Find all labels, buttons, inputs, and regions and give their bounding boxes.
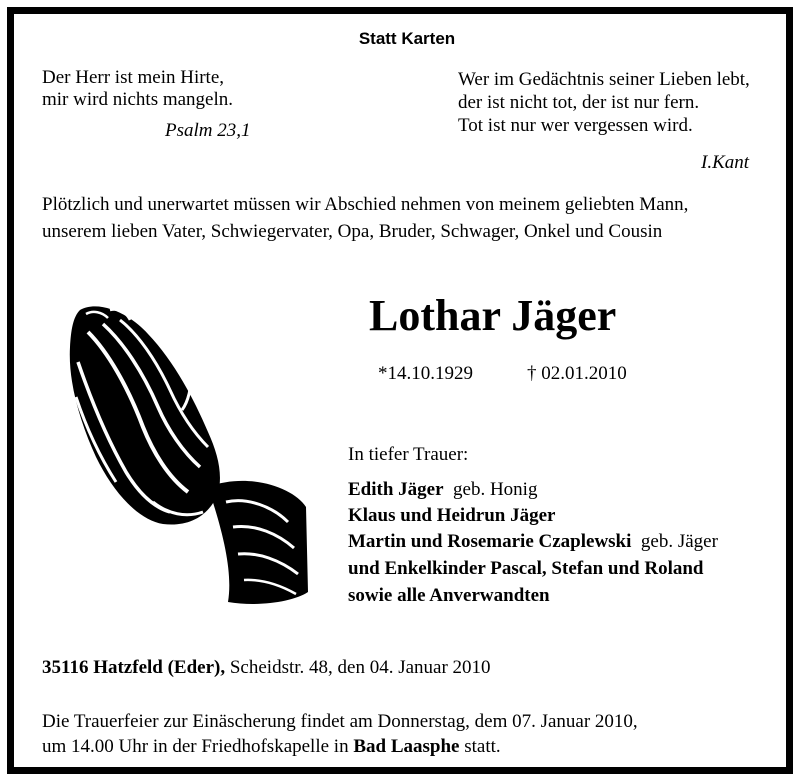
intro-line1: Plötzlich und unerwartet müssen wir Abschied nehmen von meinem geliebten Mann, bbox=[42, 194, 689, 215]
quote-right-line1: Wer im Gedächtnis seiner Lieben lebt, bbox=[458, 69, 750, 90]
intro-line2: unserem lieben Vater, Schwiegervater, Opa, Bruder, Schwager, Onkel und Cousin bbox=[42, 221, 663, 242]
header-title: Statt Karten bbox=[358, 29, 456, 48]
mourner-1-name: Edith Jäger bbox=[348, 479, 444, 500]
birth-date: *14.10.1929 bbox=[378, 363, 473, 384]
mourners-heading: In tiefer Trauer: bbox=[348, 444, 469, 465]
ceremony-line1: Die Trauerfeier zur Einäscherung findet am Donnerstag, dem 07. Januar 2010, bbox=[42, 711, 638, 732]
mourner-2: Klaus und Heidrun Jäger bbox=[348, 505, 556, 526]
mourner-1-note: geb. Honig bbox=[453, 479, 538, 500]
ceremony-line2-pre: um 14.00 Uhr in der Friedhofskapelle in bbox=[42, 736, 349, 757]
quote-left-line2: mir wird nichts mangeln. bbox=[42, 89, 234, 110]
quote-right-source: I.Kant bbox=[701, 152, 750, 173]
praying-hands-icon bbox=[58, 302, 308, 617]
mourner-5: sowie alle Anverwandten bbox=[348, 585, 550, 606]
death-date: † 02.01.2010 bbox=[527, 363, 627, 384]
ceremony-line2 bbox=[42, 734, 501, 760]
ceremony-line2-post: statt. bbox=[464, 736, 501, 757]
quote-right-line3: Tot ist nur wer vergessen wird. bbox=[458, 115, 693, 136]
address-line bbox=[42, 655, 491, 681]
obituary-frame bbox=[7, 7, 793, 774]
deceased-name: Lothar Jäger bbox=[369, 291, 617, 340]
ceremony-place: Bad Laasphe bbox=[353, 736, 460, 757]
mourner-1 bbox=[348, 477, 537, 503]
address-rest: Scheidstr. 48, den 04. Januar 2010 bbox=[229, 657, 491, 678]
mourner-3 bbox=[348, 529, 718, 555]
address-city: 35116 Hatzfeld (Eder), bbox=[42, 657, 226, 678]
mourner-3-name: Martin und Rosemarie Czaplewski bbox=[348, 531, 632, 552]
quote-left-line1: Der Herr ist mein Hirte, bbox=[42, 67, 225, 88]
quote-right-line2: der ist nicht tot, der ist nur fern. bbox=[458, 92, 700, 113]
mourner-4: und Enkelkinder Pascal, Stefan und Roland bbox=[348, 558, 704, 579]
quote-left-source: Psalm 23,1 bbox=[165, 120, 251, 141]
mourner-3-note: geb. Jäger bbox=[640, 531, 718, 552]
